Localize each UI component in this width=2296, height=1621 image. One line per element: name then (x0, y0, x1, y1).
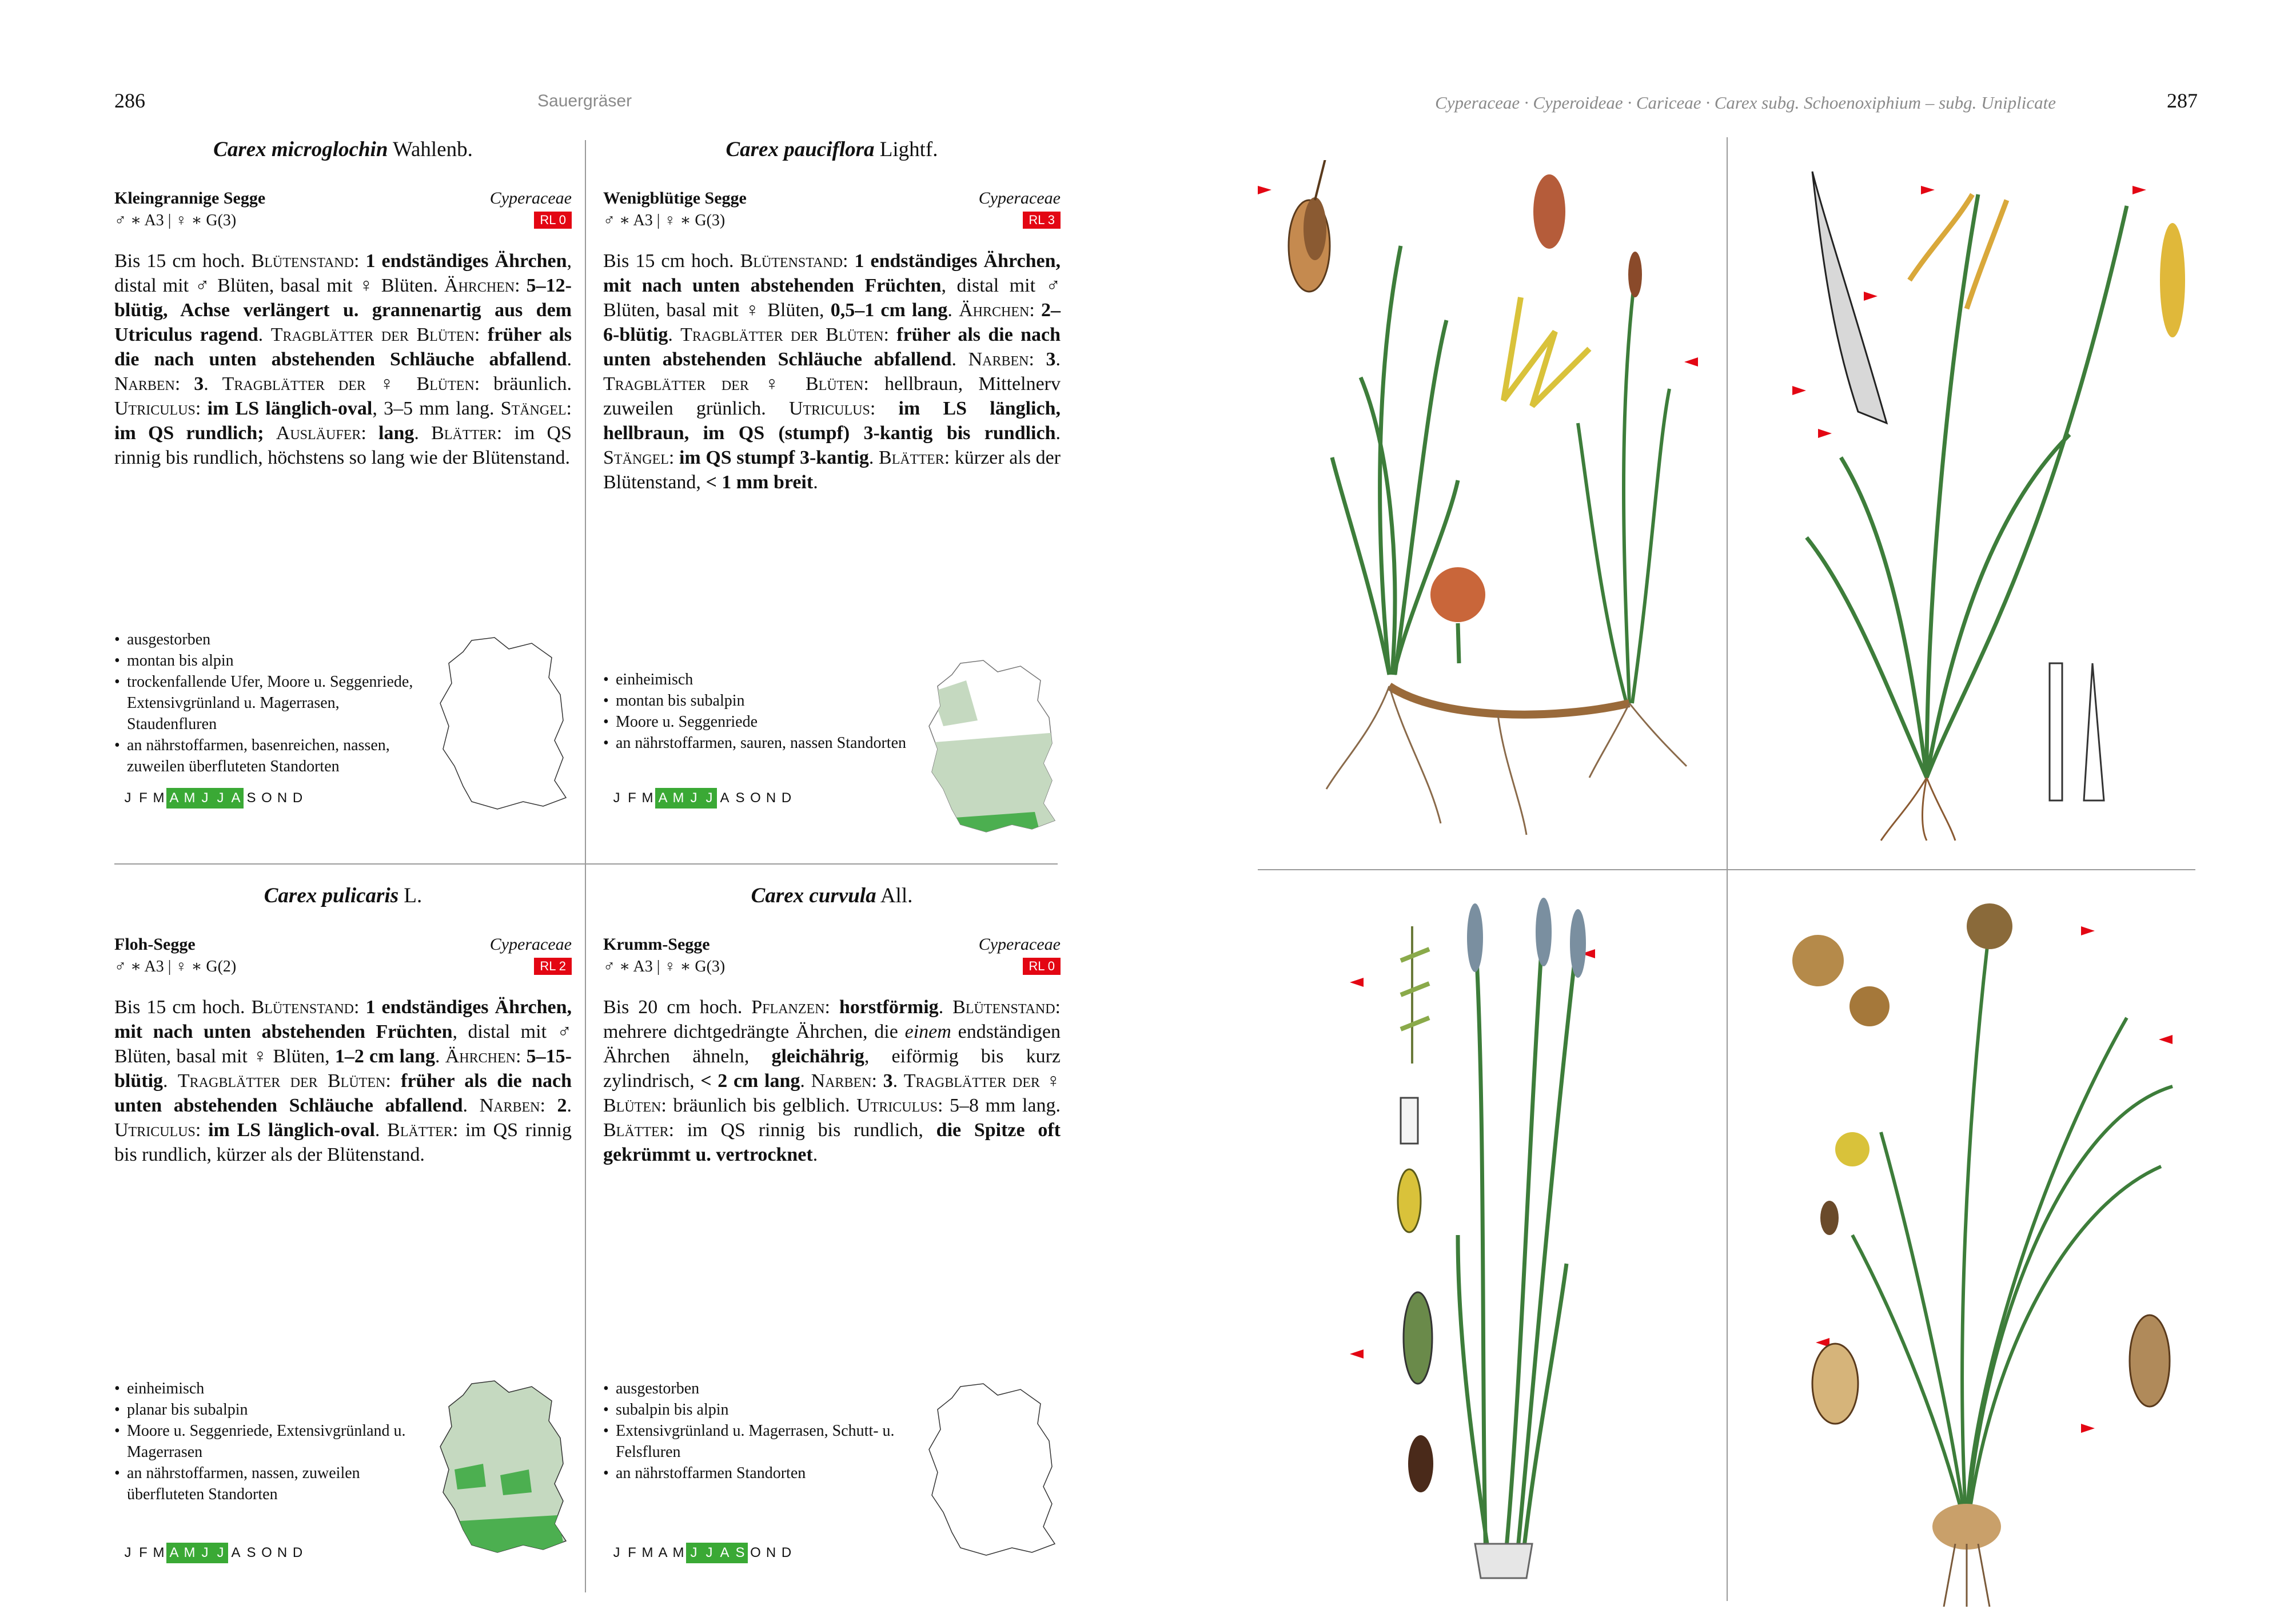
description-segment: Utriculus (114, 398, 196, 419)
description-segment: . (1055, 423, 1061, 444)
description-segment: . (812, 1144, 818, 1165)
description-segment: Tragblätter der ♀ Blüten (603, 1070, 1061, 1116)
german-name: Floh-Segge (114, 935, 196, 954)
rhizome-illustration (1389, 686, 1629, 715)
description-segment: : bräunlich bis gelblich. (661, 1095, 857, 1116)
family-name: Cyperaceae (489, 935, 572, 954)
plant-illustration (1458, 915, 1578, 1578)
description-segment: Pflanzen (751, 997, 825, 1018)
month-cell: N (277, 1545, 288, 1560)
description-segment: Blätter (879, 447, 944, 468)
row-divider (114, 863, 1058, 865)
habitat-item: • an nährstoffarmen, nassen, zuweilen überfluteten Standorten (114, 1463, 423, 1505)
marker-arrow (1864, 292, 1878, 301)
distribution-map (432, 635, 575, 812)
month-cell: F (139, 790, 148, 806)
month-cell: N (766, 790, 776, 806)
flowering-months (609, 788, 794, 808)
description-segment: einem (904, 1021, 951, 1042)
description-segment: Tragblätter der Blüten (177, 1070, 386, 1092)
description-segment: Ausläufer (276, 423, 361, 444)
description-segment: 5–15-blütig (114, 1046, 572, 1092)
flower-spike-illustration (1910, 194, 2007, 309)
description-segment: 1 endständiges Ährchen, mit nach unten abstehenden Früchten (603, 250, 1061, 296)
description-segment: Bis 15 cm hoch. (114, 997, 252, 1018)
description-segment: Utriculus (788, 398, 870, 419)
month-cell: M (641, 1545, 653, 1560)
habitat-item: • an nährstoffarmen Standorten (603, 1463, 912, 1484)
marker-arrow (1818, 429, 1832, 438)
description-segment: Utriculus (856, 1095, 938, 1116)
german-name: Kleingrannige Segge (114, 189, 266, 208)
description-segment: Blütenstand (740, 250, 843, 272)
month-cell: D (781, 1545, 792, 1560)
month-cell: A (166, 788, 182, 808)
marker-arrow (2132, 186, 2146, 194)
habitat-item: • ausgestorben (603, 1378, 912, 1399)
plate-carex-pulicaris (1258, 892, 1709, 1607)
description-segment: Tragblätter der Blüten (680, 324, 884, 345)
family-name: Cyperaceae (489, 189, 572, 208)
description-segment: . (435, 1046, 445, 1067)
month-cell: D (781, 790, 792, 806)
description-segment: : im QS rinnig bis rundlich, kürzer als der Blütenstand. (114, 1120, 572, 1165)
base-illustration (1475, 1544, 1532, 1578)
family-name: Cyperaceae (978, 935, 1061, 954)
month-cell: N (277, 790, 288, 806)
habitat-item: • an nährstoffarmen, basenreichen, nassen, zuweilen überfluteten Standorten (114, 735, 423, 777)
description-segment: früher als die nach unten abstehenden Schläuche abfallend (114, 1070, 572, 1116)
month-cell: S (246, 790, 256, 806)
habitat-item: • einheimisch (603, 669, 912, 690)
description-segment: : mehrere dichtgedrängte Ährchen, die (603, 997, 1061, 1042)
description-segment: Narben (811, 1070, 872, 1092)
left-running-head: Sauergräser (537, 91, 632, 110)
roots-illustration (1881, 778, 1955, 841)
spikelet-detail-illustration (2160, 223, 2185, 337)
description-segment: im LS länglich, hellbraun, im QS (stumpf) 3-kantig bis rundlich (603, 398, 1061, 444)
description-segment: . (892, 1070, 904, 1092)
description-segment: früher als die nach unten abstehenden Schläuche abfallend (603, 324, 1061, 370)
description-segment: 5–12-blütig, Achse verlängert u. grannenartig aus dem Utriculus ragend (114, 275, 572, 345)
description-segment: : (195, 398, 208, 419)
description-segment: : im QS rinnig bis rundlich, höchstens so lang wie der Blütenstand. (114, 423, 572, 468)
month-cell: M (182, 788, 197, 808)
month-cell: O (750, 790, 761, 806)
marker-arrow (1350, 978, 1364, 987)
germany-outline (929, 1384, 1055, 1555)
month-cell: M (182, 1543, 197, 1563)
plant-illustration (1852, 926, 2173, 1532)
description-segment: : (353, 997, 366, 1018)
description-segment: : (540, 1095, 557, 1116)
red-list-badge: RL 2 (534, 958, 572, 975)
flower-formula: ♂ ∗ A3 | ♀ ∗ G(3) (603, 958, 726, 975)
detail-illustrations (1398, 1098, 1433, 1492)
distribution-map (432, 1378, 575, 1555)
habitat-item: • montan bis alpin (114, 650, 423, 671)
description-segment: 2 (557, 1095, 567, 1116)
month-cell: J (701, 788, 717, 808)
description-segment: : (515, 1046, 527, 1067)
distribution-area (455, 1515, 566, 1555)
description-segment: Ährchen (444, 275, 515, 296)
marker-arrow (2159, 1035, 2173, 1044)
month-cell: F (628, 790, 636, 806)
month-cell: F (139, 1545, 148, 1560)
month-cell: S (732, 1543, 748, 1563)
description-segment: : (870, 398, 899, 419)
month-cell: A (658, 1545, 668, 1560)
description-segment: . (463, 1095, 480, 1116)
marker-arrow (1684, 357, 1698, 367)
utricle-detail-illustration (1812, 172, 1887, 423)
description-segment: endständigen Ährchen ähneln, (603, 1021, 1061, 1067)
species-author: L. (404, 884, 422, 907)
description-segment: : (195, 1120, 209, 1141)
marker-arrow (1792, 386, 1806, 395)
month-cell: M (641, 790, 653, 806)
month-cell: J (124, 790, 131, 806)
description-segment: lang (378, 423, 414, 444)
description-segment: gleichährig (771, 1046, 864, 1067)
description-segment: , eiförmig bis kurz zylindrisch, (603, 1046, 1061, 1092)
description-segment: Blütenstand (251, 997, 354, 1018)
month-cell: J (686, 1543, 701, 1563)
month-cell: J (197, 1543, 213, 1563)
red-list-badge: RL 0 (1023, 958, 1061, 975)
description-segment: horstförmig (839, 997, 939, 1018)
description-segment: Blätter (431, 423, 497, 444)
description-segment: . (414, 423, 432, 444)
description-segment: im QS rundlich; (114, 423, 264, 444)
month-cell: J (701, 1543, 717, 1563)
description-segment: Narben (479, 1095, 540, 1116)
description-segment: Blätter (387, 1120, 453, 1141)
species-author: All. (880, 884, 913, 907)
description-segment: . (813, 472, 818, 493)
marker-arrow (2081, 1424, 2095, 1433)
month-cell: M (153, 790, 165, 806)
description-segment: Ährchen (959, 300, 1030, 321)
description-segment: , 3–5 mm lang. (372, 398, 501, 419)
species-name: Carex pulicaris (264, 884, 399, 907)
species-entry-carex-pulicaris (114, 883, 572, 1598)
month-cell: J (613, 790, 620, 806)
column-divider (585, 140, 586, 1592)
description-segment: : (1029, 300, 1041, 321)
month-cell: J (213, 1543, 228, 1563)
species-description (603, 995, 1061, 1167)
description-segment: . (668, 324, 681, 345)
description-segment: : (353, 250, 366, 272)
description-segment: . (258, 324, 271, 345)
species-description (603, 249, 1061, 495)
plant-illustration (1807, 194, 2127, 778)
description-segment: Bis 15 cm hoch. (603, 250, 740, 272)
flowering-months (120, 1543, 305, 1563)
description-segment: : im QS rinnig bis rundlich, (668, 1120, 936, 1141)
description-segment: im LS länglich-oval (207, 398, 373, 419)
flowering-months (120, 788, 305, 808)
description-segment: : (883, 324, 897, 345)
spike-heads-illustration (1467, 898, 1586, 978)
description-segment: : (668, 447, 679, 468)
flower-formula: ♂ ∗ A3 | ♀ ∗ G(3) (114, 212, 237, 229)
description-segment: , distal mit ♂ Blüten, basal mit ♀ Blüten, (603, 275, 1061, 321)
distribution-map (920, 658, 1063, 835)
month-cell: A (720, 790, 730, 806)
description-segment: : (566, 398, 572, 419)
description-segment: . (567, 1095, 572, 1116)
description-segment: . (163, 1070, 178, 1092)
red-list-badge: RL 0 (534, 212, 572, 229)
plate-carex-pauciflora (1738, 160, 2190, 846)
species-description (114, 249, 572, 470)
description-segment: Bis 20 cm hoch. (603, 997, 752, 1018)
description-segment: Blütenstand (251, 250, 354, 272)
description-segment: . (567, 349, 572, 370)
plant-illustration-right (1578, 252, 1669, 703)
plate-carex-curvula (1738, 892, 2190, 1607)
description-segment: . (938, 997, 953, 1018)
description-segment: , distal mit ♂ Blüten, basal mit ♀ Blüten, (114, 1021, 572, 1067)
flowering-months (609, 1543, 794, 1563)
spikelet-detail-illustration (1792, 935, 1890, 1235)
description-segment: . (374, 1120, 388, 1141)
description-segment: . (868, 447, 879, 468)
month-cell: D (292, 790, 303, 806)
distribution-map (920, 1381, 1063, 1558)
month-cell: A (231, 1545, 241, 1560)
month-cell: J (197, 788, 213, 808)
habitat-item: • an nährstoffarmen, sauren, nassen Standorten (603, 732, 912, 754)
marker-arrow (1258, 186, 1271, 194)
description-segment: : (515, 275, 527, 296)
species-entry-carex-microglochin (114, 137, 572, 852)
species-author: Wahlenb. (393, 138, 473, 161)
description-segment: 1–2 cm lang (334, 1046, 436, 1067)
month-cell: A (717, 1543, 732, 1563)
description-segment: 2–6-blütig (603, 300, 1061, 345)
red-list-badge: RL 3 (1023, 212, 1061, 229)
roots-illustration (1326, 686, 1687, 835)
flower-formula: ♂ ∗ A3 | ♀ ∗ G(2) (114, 958, 237, 975)
month-cell: S (246, 1545, 256, 1560)
habitat-item: • Extensivgrünland u. Magerrasen, Schutt- u. Felsfluren (603, 1420, 912, 1463)
description-segment: : (361, 423, 379, 444)
description-segment: Stängel (603, 447, 669, 468)
month-cell: O (261, 790, 272, 806)
species-entry-carex-pauciflora (603, 137, 1061, 852)
species-title (603, 883, 1061, 908)
species-title (114, 883, 572, 908)
family-name: Cyperaceae (978, 189, 1061, 208)
description-segment: : (174, 373, 194, 395)
description-segment: < 1 mm breit (705, 472, 814, 493)
habitat-item: • Moore u. Seggenriede, Extensivgrünland u. Magerrasen (114, 1420, 423, 1463)
description-segment: 3 (1046, 349, 1056, 370)
habitat-item: • subalpin bis alpin (603, 1399, 912, 1420)
plate-row-divider (1258, 869, 2195, 870)
description-segment: : (871, 1070, 883, 1092)
month-cell: J (124, 1545, 131, 1560)
germany-outline (440, 638, 566, 809)
month-cell: S (735, 790, 745, 806)
description-segment: Ährchen (445, 1046, 516, 1067)
species-author: Lightf. (879, 138, 938, 161)
month-cell: J (686, 788, 701, 808)
month-cell: N (766, 1545, 776, 1560)
description-segment: Stängel (500, 398, 567, 419)
species-entry-carex-curvula (603, 883, 1061, 1598)
month-cell: F (628, 1545, 636, 1560)
description-segment: . (800, 1070, 811, 1092)
description-segment: im QS stumpf 3-kantig (679, 447, 869, 468)
description-segment: : kürzer als der Blütenstand, (603, 447, 1061, 493)
species-title (114, 137, 572, 162)
description-segment: : (385, 1070, 401, 1092)
plate-carex-microglochin (1258, 160, 1709, 846)
description-segment: Blätter (603, 1120, 669, 1141)
base-illustration (1932, 1504, 2001, 1550)
description-segment (264, 423, 276, 444)
flower-head-illustration (1967, 903, 2012, 949)
flower-spike-illustration (1401, 926, 1429, 1064)
description-segment: : bräunlich. (474, 373, 572, 395)
description-segment: : 5–8 mm lang. (937, 1095, 1061, 1116)
flower-spike-illustration (1504, 174, 1589, 406)
description-segment: 3 (194, 373, 204, 395)
habitat-list (114, 629, 423, 777)
habitat-list (603, 1378, 912, 1484)
description-segment: . (947, 300, 959, 321)
description-segment: früher als die nach unten abstehenden Schläuche abfallend (114, 324, 572, 370)
description-segment: im LS länglich-oval (208, 1120, 375, 1141)
habitat-list (603, 669, 912, 754)
month-cell: O (750, 1545, 761, 1560)
month-cell: D (292, 1545, 303, 1560)
description-segment: Utriculus (114, 1120, 196, 1141)
month-cell: M (672, 1545, 684, 1560)
habitat-item: • planar bis subalpin (114, 1399, 423, 1420)
description-segment: Narben (968, 349, 1029, 370)
habitat-item: • trockenfallende Ufer, Moore u. Seggenriede, Extensivgrünland u. Magerrasen, Staudenfluren (114, 671, 423, 735)
fruit-cluster-illustration (1430, 567, 1485, 663)
description-segment: . (204, 373, 222, 395)
month-cell: J (613, 1545, 620, 1560)
month-cell: A (655, 788, 671, 808)
german-name: Krumm-Segge (603, 935, 710, 954)
description-segment: : hellbraun, Mittelnerv zuweilen grünlich. (603, 373, 1061, 419)
month-cell: M (671, 788, 686, 808)
description-segment: Blütenstand (952, 997, 1055, 1018)
species-name: Carex pauciflora (726, 138, 875, 161)
marker-arrow (2081, 926, 2095, 935)
marker-arrow (1921, 186, 1935, 194)
left-page-number: 286 (114, 89, 145, 112)
habitat-item: • montan bis subalpin (603, 690, 912, 711)
description-segment: Tragblätter der ♀ Blüten (603, 373, 864, 395)
stem-cross-section-illustration (2050, 663, 2104, 800)
species-name: Carex microglochin (213, 138, 388, 161)
habitat-item: • ausgestorben (114, 629, 423, 650)
description-segment: 3 (883, 1070, 893, 1092)
habitat-item: • Moore u. Seggenriede (603, 711, 912, 732)
spikelet-detail-illustration (1289, 160, 1330, 292)
description-segment: . (1055, 349, 1061, 370)
description-segment: die Spitze oft gekrümmt u. vertrocknet (603, 1120, 1061, 1165)
month-cell: A (228, 788, 244, 808)
right-page-number: 287 (2167, 89, 2198, 112)
description-segment: 1 endständiges Ährchen (365, 250, 567, 272)
month-cell: O (261, 1545, 272, 1560)
species-description (114, 995, 572, 1167)
description-segment: Tragblätter der ♀ Blüten (222, 373, 475, 395)
habitat-item: • einheimisch (114, 1378, 423, 1399)
description-segment: 1 endständiges Ährchen, mit nach unten abstehenden Früchten (114, 997, 572, 1042)
right-running-head: Cyperaceae · Cyperoideae · Cariceae · Carex subg. Schoenoxiphium – subg. Uniplicate (1435, 93, 2056, 113)
description-segment: Narben (114, 373, 175, 395)
marker-arrow (1350, 1349, 1364, 1359)
german-name: Wenigblütige Segge (603, 189, 747, 208)
habitat-list (114, 1378, 423, 1505)
description-segment: 0,5–1 cm lang (830, 300, 948, 321)
description-segment: Bis 15 cm hoch. (114, 250, 252, 272)
roots-illustration (1944, 1544, 1990, 1607)
month-cell: J (213, 788, 228, 808)
description-segment: . (951, 349, 968, 370)
description-segment: : (824, 997, 839, 1018)
description-segment: : (1029, 349, 1046, 370)
description-segment: < 2 cm lang (700, 1070, 800, 1092)
species-title (603, 137, 1061, 162)
month-cell: A (166, 1543, 182, 1563)
species-name: Carex curvula (751, 884, 876, 907)
month-cell: M (153, 1545, 165, 1560)
description-segment: : (842, 250, 855, 272)
flower-formula: ♂ ∗ A3 | ♀ ∗ G(3) (603, 212, 726, 229)
description-segment: , distal mit ♂ Blüten, basal mit ♀ Blüten. (114, 250, 572, 296)
description-segment: : (474, 324, 488, 345)
description-segment: Tragblätter der Blüten (270, 324, 475, 345)
